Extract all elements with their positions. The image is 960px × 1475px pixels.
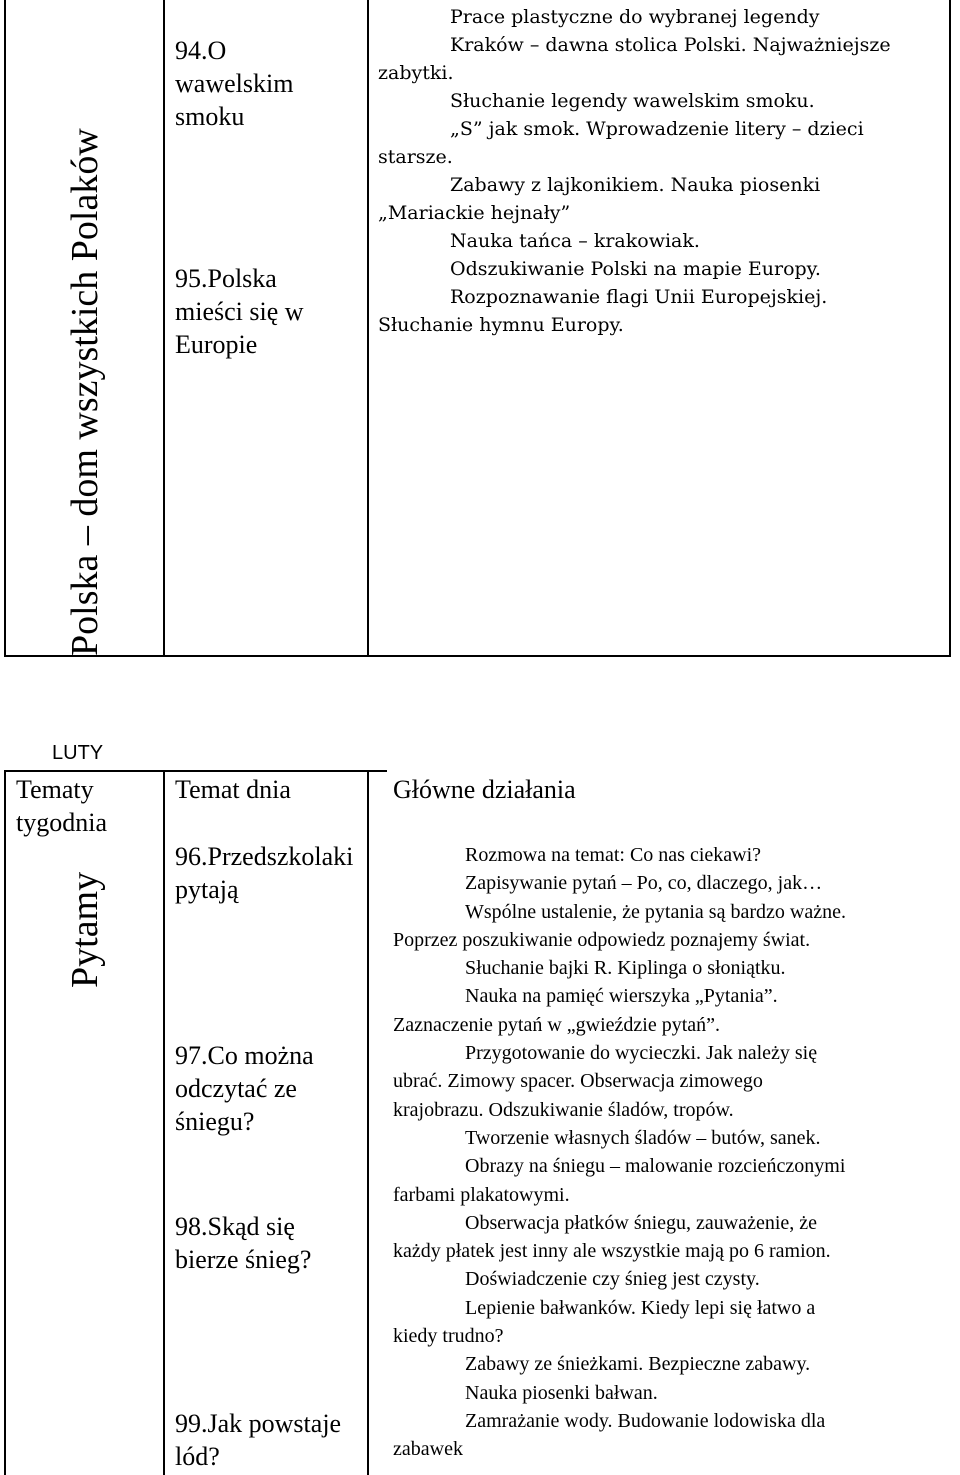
table-border	[163, 770, 165, 1475]
activity-line: Rozpoznawanie flagi Unii Europejskiej.	[450, 286, 828, 308]
table-border	[367, 770, 369, 1475]
activity-line: Słuchanie bajki R. Kiplinga o słoniątku.	[465, 957, 786, 980]
month-label: LUTY	[52, 742, 104, 764]
day-topic: 97.Co można odczytać ze śniegu?	[175, 1041, 314, 1136]
activity-line: Poprzez poszukiwanie odpowiedz poznajemy świat.	[393, 928, 811, 951]
activity-line: Prace plastyczne do wybranej legendy	[450, 6, 820, 28]
activity-line: Kraków – dawna stolica Polski. Najważniejsze	[450, 34, 891, 56]
table-border	[4, 0, 6, 657]
activity-line: krajobrazu. Odszukiwanie śladów, tropów.	[393, 1098, 734, 1121]
activity-line: „S” jak smok. Wprowadzenie litery – dzieci	[450, 118, 864, 140]
day-topic: 94.O wawelskim smoku	[175, 36, 294, 131]
table-border	[367, 0, 369, 657]
activity-line: każdy płatek jest inny ale wszystkie mają po 6 ramion.	[393, 1240, 831, 1263]
activity-line: zabawek	[393, 1438, 463, 1461]
activity-line: Zaznaczenie pytań w „gwieździe pytań”.	[393, 1013, 721, 1036]
activity-line: Nauka piosenki bałwan.	[465, 1381, 658, 1404]
column-header-week: Tematy tygodnia	[16, 775, 107, 837]
day-topic: 99.Jak powstaje lód?	[175, 1409, 342, 1471]
activity-line: Przygotowanie do wycieczki. Jak należy się	[465, 1042, 818, 1065]
activity-line: farbami plakatowymi.	[393, 1183, 570, 1206]
activity-line: starsze.	[378, 146, 453, 168]
activity-line: Zamrażanie wody. Budowanie lodowiska dla	[465, 1409, 826, 1432]
activity-line: Lepienie bałwanków. Kiedy lepi się łatwo a	[465, 1296, 816, 1319]
day-topic: 98.Skąd się bierze śnieg?	[175, 1212, 312, 1274]
table-border	[4, 770, 6, 1475]
activity-line: Słuchanie legendy wawelskim smoku.	[450, 90, 815, 112]
activity-line: „Mariackie hejnały”	[378, 202, 571, 224]
activity-line: Nauka na pamięć wierszyka „Pytania”.	[465, 985, 778, 1008]
activity-line: Rozmowa na temat: Co nas ciekawi?	[465, 844, 762, 866]
activity-line: Słuchanie hymnu Europy.	[378, 314, 624, 336]
activity-line: zabytki.	[378, 62, 454, 84]
activity-line: Obserwacja płatków śniegu, zauważenie, że	[465, 1211, 818, 1234]
day-topic: 96.Przedszkolaki pytają	[175, 842, 354, 904]
activities-list	[393, 841, 846, 1464]
activity-line: kiedy trudno?	[393, 1325, 504, 1348]
activity-line: Tworzenie własnych śladów – butów, sanek.	[465, 1126, 821, 1149]
activity-line: ubrać. Zimowy spacer. Obserwacja zimowego	[393, 1070, 763, 1093]
activity-line: Odszukiwanie Polski na mapie Europy.	[450, 258, 821, 280]
activity-line: Obrazy na śniegu – malowanie rozcieńczonymi	[465, 1155, 846, 1178]
table-border	[949, 0, 951, 657]
table-border	[4, 770, 387, 772]
activities-list	[378, 3, 891, 339]
activity-line: Zapisywanie pytań – Po, co, dlaczego, jak…	[465, 872, 823, 895]
week-theme: Polska – dom wszystkich Polaków	[64, 128, 106, 656]
activity-line: Zabawy ze śnieżkami. Bezpieczne zabawy.	[465, 1353, 811, 1376]
day-topic: 95.Polska mieści się w Europie	[175, 264, 304, 359]
activity-line: Nauka tańca – krakowiak.	[450, 230, 700, 252]
column-header-activities: Główne działania	[393, 775, 576, 804]
table-border	[163, 0, 165, 657]
week-theme: Pytamy	[64, 871, 106, 988]
column-header-day: Temat dnia	[175, 775, 291, 804]
table-border	[4, 655, 951, 657]
activity-line: Zabawy z lajkonikiem. Nauka piosenki	[450, 174, 821, 196]
activity-line: Doświadczenie czy śnieg jest czysty.	[465, 1268, 760, 1291]
activity-line: Wspólne ustalenie, że pytania są bardzo ważne.	[465, 900, 846, 923]
